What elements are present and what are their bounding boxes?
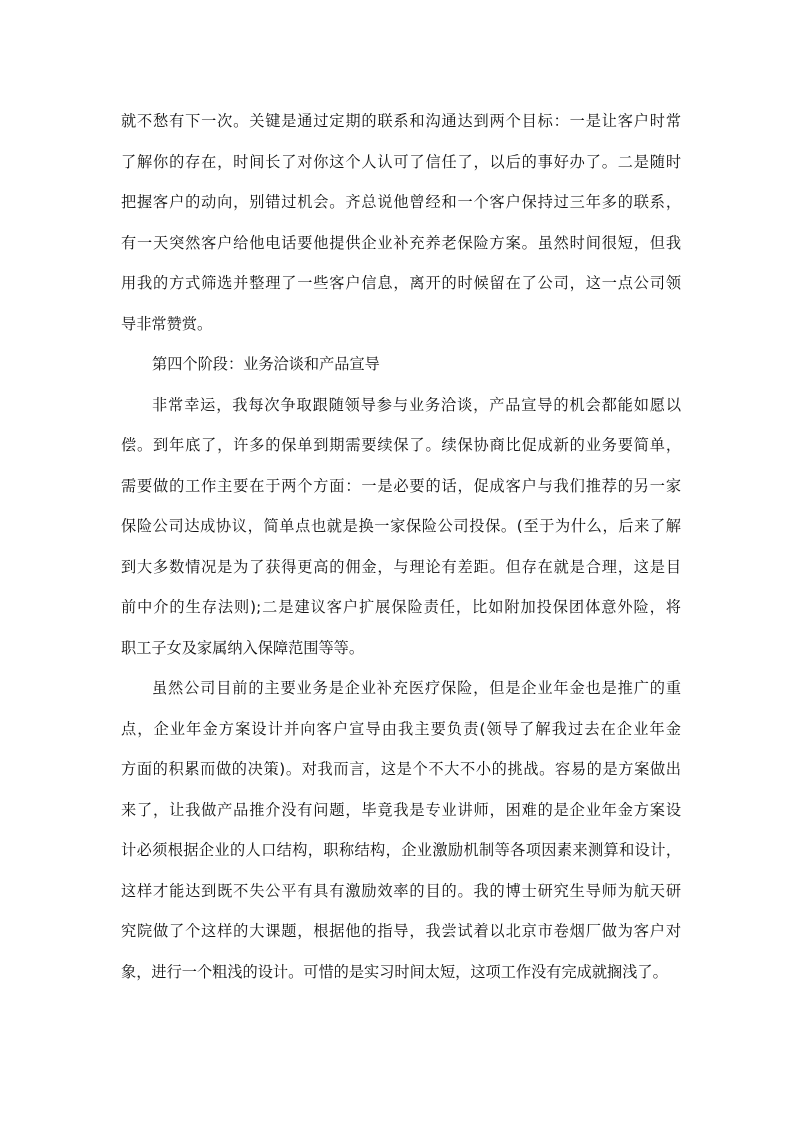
text-line: 究院做了个这样的大课题，根据他的指导，我尝试着以北京市卷烟厂做为客户对 xyxy=(121,922,681,940)
text-line: 导非常赞赏。 xyxy=(121,314,213,333)
paragraph xyxy=(121,101,681,344)
text-line: 前中介的生存法则);二是建议客户扩展保险责任，比如附加投保团体意外险，将 xyxy=(121,598,681,616)
text-line: 有一天突然客户给他电话要他提供企业补充养老保险方案。虽然时间很短，但我 xyxy=(121,233,681,252)
paragraph xyxy=(121,668,681,992)
text-line: 点，企业年金方案设计并向客户宣导由我主要负责(领导了解我过去在企业年金 xyxy=(121,719,681,738)
text-line: 计必须根据企业的人口结构，职称结构，企业激励机制等各项因素来测算和设计， xyxy=(121,841,681,859)
text-line: 保险公司达成协议，简单点也就是换一家保险公司投保。(至于为什么，后来了解 xyxy=(121,517,681,535)
text-line: 这样才能达到既不失公平有具有激励效率的目的。我的博士研究生导师为航天研 xyxy=(121,881,681,900)
text-line: 方面的积累而做的决策)。对我而言，这是个不大不小的挑战。容易的是方案做出 xyxy=(121,760,681,778)
text-line: 非常幸运，我每次争取跟随领导参与业务洽谈，产品宣导的机会都能如愿以 xyxy=(152,395,681,414)
text-line: 偿。到年底了，许多的保单到期需要续保了。续保协商比促成新的业务要简单， xyxy=(121,436,681,454)
text-line: 第四个阶段：业务洽谈和产品宣导 xyxy=(152,355,380,373)
text-line: 把握客户的动向，别错过机会。齐总说他曾经和一个客户保持过三年多的联系， xyxy=(121,193,681,211)
paragraph xyxy=(121,344,681,385)
text-line: 到大多数情况是为了获得更高的佣金，与理论有差距。但存在就是合理，这是目 xyxy=(121,557,681,576)
text-line: 虽然公司目前的主要业务是企业补充医疗保险，但是企业年金也是推广的重 xyxy=(152,679,681,697)
text-line: 象，进行一个粗浅的设计。可惜的是实习时间太短，这项工作没有完成就搁浅了。 xyxy=(121,962,668,981)
text-line: 用我的方式筛选并整理了一些客户信息，离开的时候留在了公司，这一点公司领 xyxy=(121,274,681,292)
text-line: 来了，让我做产品推介没有问题，毕竟我是专业讲师，困难的是企业年金方案设 xyxy=(121,800,681,819)
text-line: 了解你的存在，时间长了对你这个人认可了信任了，以后的事好办了。二是随时 xyxy=(121,152,681,171)
text-line: 就不愁有下一次。关键是通过定期的联系和沟通达到两个目标：一是让客户时常 xyxy=(121,112,681,130)
text-line: 需要做的工作主要在于两个方面：一是必要的话，促成客户与我们推荐的另一家 xyxy=(121,476,681,495)
text-line: 职工子女及家属纳入保障范围等等。 xyxy=(121,638,364,657)
body-text xyxy=(121,101,681,992)
paragraph xyxy=(121,385,681,669)
